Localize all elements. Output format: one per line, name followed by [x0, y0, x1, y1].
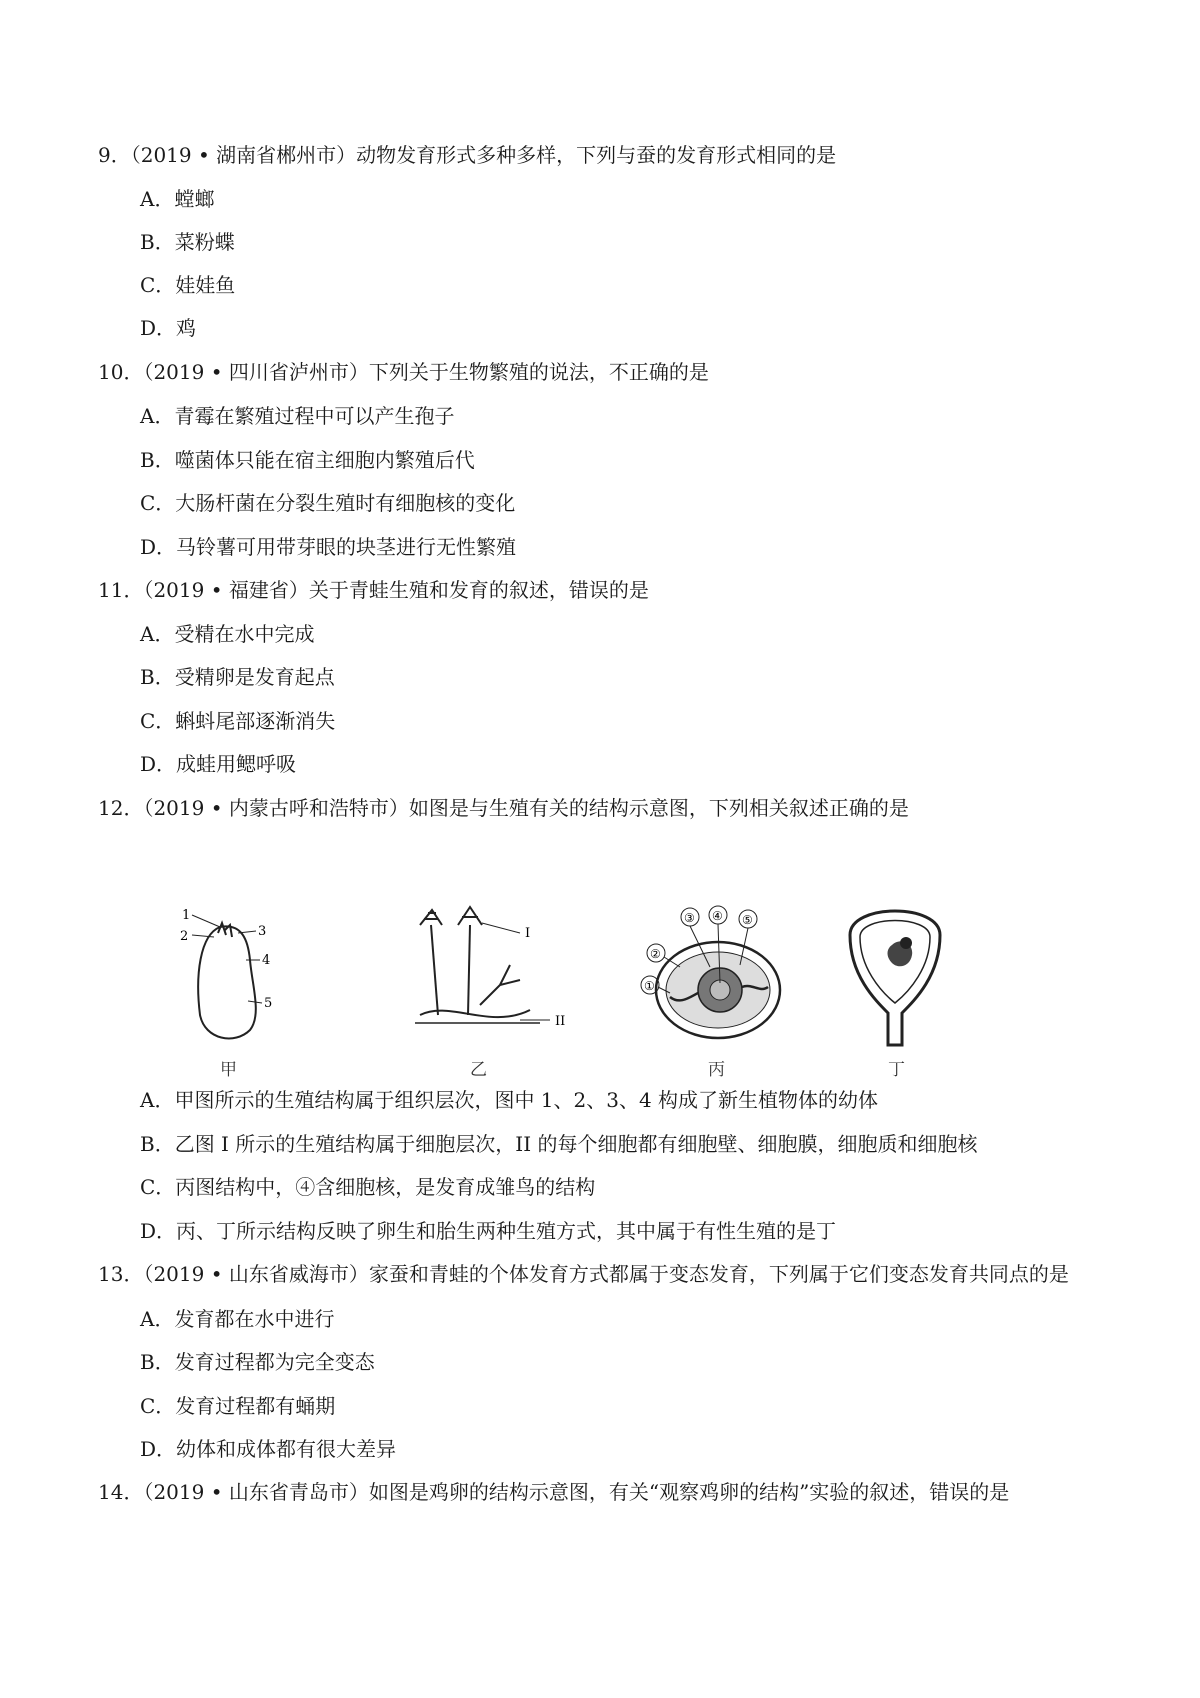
- question-12-stem: 12．（2019 • 内蒙古呼和浩特市）如图是与生殖有关的结构示意图，下列相关叙述正确的是: [98, 796, 909, 820]
- jia-label-5: 5: [264, 996, 273, 1011]
- figure-ding-uterus: [840, 905, 950, 1080]
- figure-ding-caption: 丁: [888, 1060, 905, 1080]
- figure-yi-plant: [410, 905, 600, 1080]
- figure-jia-caption: 甲: [220, 1060, 237, 1080]
- bing-label-4: ④: [712, 909, 723, 923]
- question-13-option-b: B．发育过程都为完全变态: [140, 1350, 375, 1374]
- question-9-option-a: A．螳螂: [140, 187, 215, 211]
- question-12-figures: [180, 905, 1080, 1080]
- question-14-stem: 14．（2019 • 山东省青岛市）如图是鸡卵的结构示意图，有关“观察鸡卵的结构”实验的叙述，错误的是: [98, 1480, 1010, 1504]
- question-11-option-d: D．成蛙用鳃呼吸: [140, 752, 297, 776]
- question-11-option-a: A．受精在水中完成: [140, 622, 315, 646]
- question-10-option-d: D．马铃薯可用带芽眼的块茎进行无性繁殖: [140, 535, 517, 559]
- question-10-stem: 10．（2019 • 四川省泸州市）下列关于生物繁殖的说法，不正确的是: [98, 360, 709, 384]
- question-12-option-a: A．甲图所示的生殖结构属于组织层次，图中 1、2、3、4 构成了新生植物体的幼体: [140, 1088, 879, 1112]
- jia-label-2: 2: [180, 929, 189, 944]
- jia-label-4: 4: [262, 953, 271, 968]
- figure-bing-egg: [640, 905, 790, 1080]
- question-13-option-a: A．发育都在水中进行: [140, 1307, 335, 1331]
- figure-yi-caption: 乙: [470, 1060, 487, 1080]
- question-13-option-c: C．发育过程都有蛹期: [140, 1394, 336, 1418]
- question-11-option-c: C．蝌蚪尾部逐渐消失: [140, 709, 336, 733]
- bing-label-3: ③: [684, 911, 695, 925]
- question-10-option-c: C．大肠杆菌在分裂生殖时有细胞核的变化: [140, 491, 516, 515]
- question-13-stem: 13．（2019 • 山东省威海市）家蚕和青蛙的个体发育方式都属于变态发育，下列属于它们变态发育共同点的是: [98, 1262, 1069, 1286]
- question-12-option-b: B．乙图 I 所示的生殖结构属于细胞层次，II 的每个细胞都有细胞壁、细胞膜，细胞质和细胞核: [140, 1132, 978, 1156]
- question-11-stem: 11．（2019 • 福建省）关于青蛙生殖和发育的叙述，错误的是: [98, 578, 649, 602]
- question-13-option-d: D．幼体和成体都有很大差异: [140, 1437, 397, 1461]
- question-9-stem: 9．（2019 • 湖南省郴州市）动物发育形式多种多样，下列与蚕的发育形式相同的是: [98, 143, 837, 167]
- jia-label-1: 1: [182, 908, 191, 923]
- question-9-option-c: C．娃娃鱼: [140, 273, 236, 297]
- yi-label-ii: II: [555, 1014, 566, 1029]
- question-10-option-b: B．噬菌体只能在宿主细胞内繁殖后代: [140, 448, 475, 472]
- jia-label-3: 3: [258, 924, 267, 939]
- bing-label-5: ⑤: [742, 913, 753, 927]
- yi-label-i: I: [525, 926, 531, 941]
- question-9-option-b: B．菜粉蝶: [140, 230, 235, 254]
- question-12-option-d: D．丙、丁所示结构反映了卵生和胎生两种生殖方式，其中属于有性生殖的是丁: [140, 1219, 837, 1243]
- question-10-option-a: A．青霉在繁殖过程中可以产生孢子: [140, 404, 455, 428]
- bing-label-1: ①: [644, 979, 655, 993]
- question-12-option-c: C．丙图结构中，④含细胞核，是发育成雏鸟的结构: [140, 1175, 596, 1199]
- question-9-option-d: D．鸡: [140, 316, 197, 340]
- figure-bing-caption: 丙: [708, 1060, 725, 1080]
- figure-jia-seed: [180, 905, 290, 1080]
- question-11-option-b: B．受精卵是发育起点: [140, 665, 335, 689]
- bing-label-2: ②: [650, 947, 661, 961]
